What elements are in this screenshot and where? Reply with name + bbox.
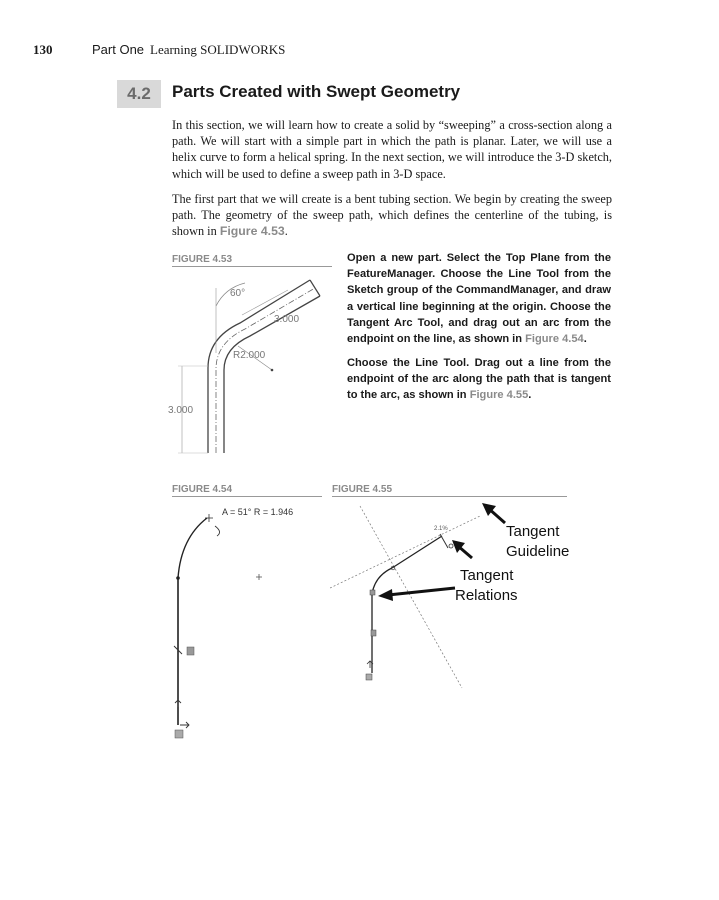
instruction-2 (347, 355, 611, 404)
body-paragraph-1: In this section, we will learn how to create a solid by “sweeping” a cross-section along a path. We will start with a simple part in which the path is planar. Later, we will use a helix curve to form a helical spring. In the next section, we will introduce the 3-D sketch, which will be used to define a sweep path in 3-D space. (172, 118, 612, 181)
tube-end-cap (310, 280, 320, 296)
callout-relations-line1: Tangent (460, 567, 514, 584)
instruction-2-text: Choose the Line Tool. Drag out a line from the endpoint of the arc along the path that is tangent to the arc, as shown in (347, 357, 611, 402)
tangent-arc-cursor-icon (215, 526, 220, 536)
radius-center-point (271, 369, 274, 372)
callout-guideline-line2: Guideline (506, 543, 570, 560)
origin-arrow-right (180, 722, 189, 728)
callout-relations-line2: Relations (455, 587, 518, 604)
dim-height: 3.000 (168, 405, 194, 416)
figure-4-53-drawing (160, 268, 340, 468)
dim-length: 3.000 (274, 314, 300, 325)
callout-arrowhead-arc-relation (378, 589, 393, 601)
figure-4-55-reference: Figure 4.55 (469, 389, 529, 402)
pencil-cursor-icon (440, 534, 448, 548)
length-dimension-line (242, 290, 288, 315)
paragraph-2-end: . (284, 224, 288, 239)
origin-relation-icon (175, 730, 183, 738)
vertical-relation-icon (371, 630, 376, 636)
figure-4-53-reference: Figure 4.53 (219, 224, 285, 239)
figure-4-54-label: FIGURE 4.54 (172, 484, 322, 497)
figure-4-55-drawing (330, 498, 570, 698)
origin-arrow-up (175, 700, 181, 707)
dim-angle: 60° (230, 288, 246, 299)
tangent-relation-icon-line (449, 544, 453, 548)
tube-centerline (216, 288, 315, 453)
instruction-1-text: Open a new part. Select the Top Plane from the FeatureManager. Choose the Line Tool from the Sketch group of the CommandManager, and draw a vertical line beginning at the origin. Choose the Tangent Arc Tool, and drag out an arc from the endpoint on the line, as shown in (347, 252, 611, 346)
callout-guideline-line1: Tangent (506, 523, 560, 540)
running-header-book: Learning SOLIDWORKS (150, 42, 286, 57)
section-number: 4.2 (127, 84, 151, 103)
origin-relation-icon (366, 674, 372, 680)
section-title: Parts Created with Swept Geometry (172, 82, 461, 101)
instruction-1 (347, 250, 611, 347)
figure-4-53-label: FIGURE 4.53 (172, 254, 332, 267)
arc-endpoint (176, 576, 180, 580)
vertical-relation-icon (187, 647, 194, 655)
figure-4-55-label: FIGURE 4.55 (332, 484, 567, 497)
figure-4-54-drawing (165, 500, 325, 745)
figure-4-54-reference: Figure 4.54 (525, 333, 584, 346)
tangent-relation-icon-arc (370, 590, 375, 595)
callout-arrow-arc-relation (388, 588, 455, 595)
arc-readout: A = 51° R = 1.946 (222, 507, 294, 517)
instruction-2-end: . (528, 389, 532, 402)
running-header-part: Part One (92, 42, 145, 57)
tube-inner-wall (224, 296, 320, 453)
tangent-arc (178, 518, 207, 578)
instruction-1-end: . (583, 333, 587, 346)
dim-radius: R2.000 (233, 350, 266, 361)
tangent-line (392, 536, 442, 568)
small-readout: 2.1% (434, 526, 448, 532)
page-number: 130 (33, 42, 53, 57)
body-paragraph-2 (172, 191, 612, 240)
normal-guideline (360, 506, 462, 688)
paragraph-2-text: The first part that we will create is a bent tubing section. We begin by creating the sweep path. The geometry of the sweep path, which defines the centerline of the tubing, is shown in (172, 192, 612, 239)
